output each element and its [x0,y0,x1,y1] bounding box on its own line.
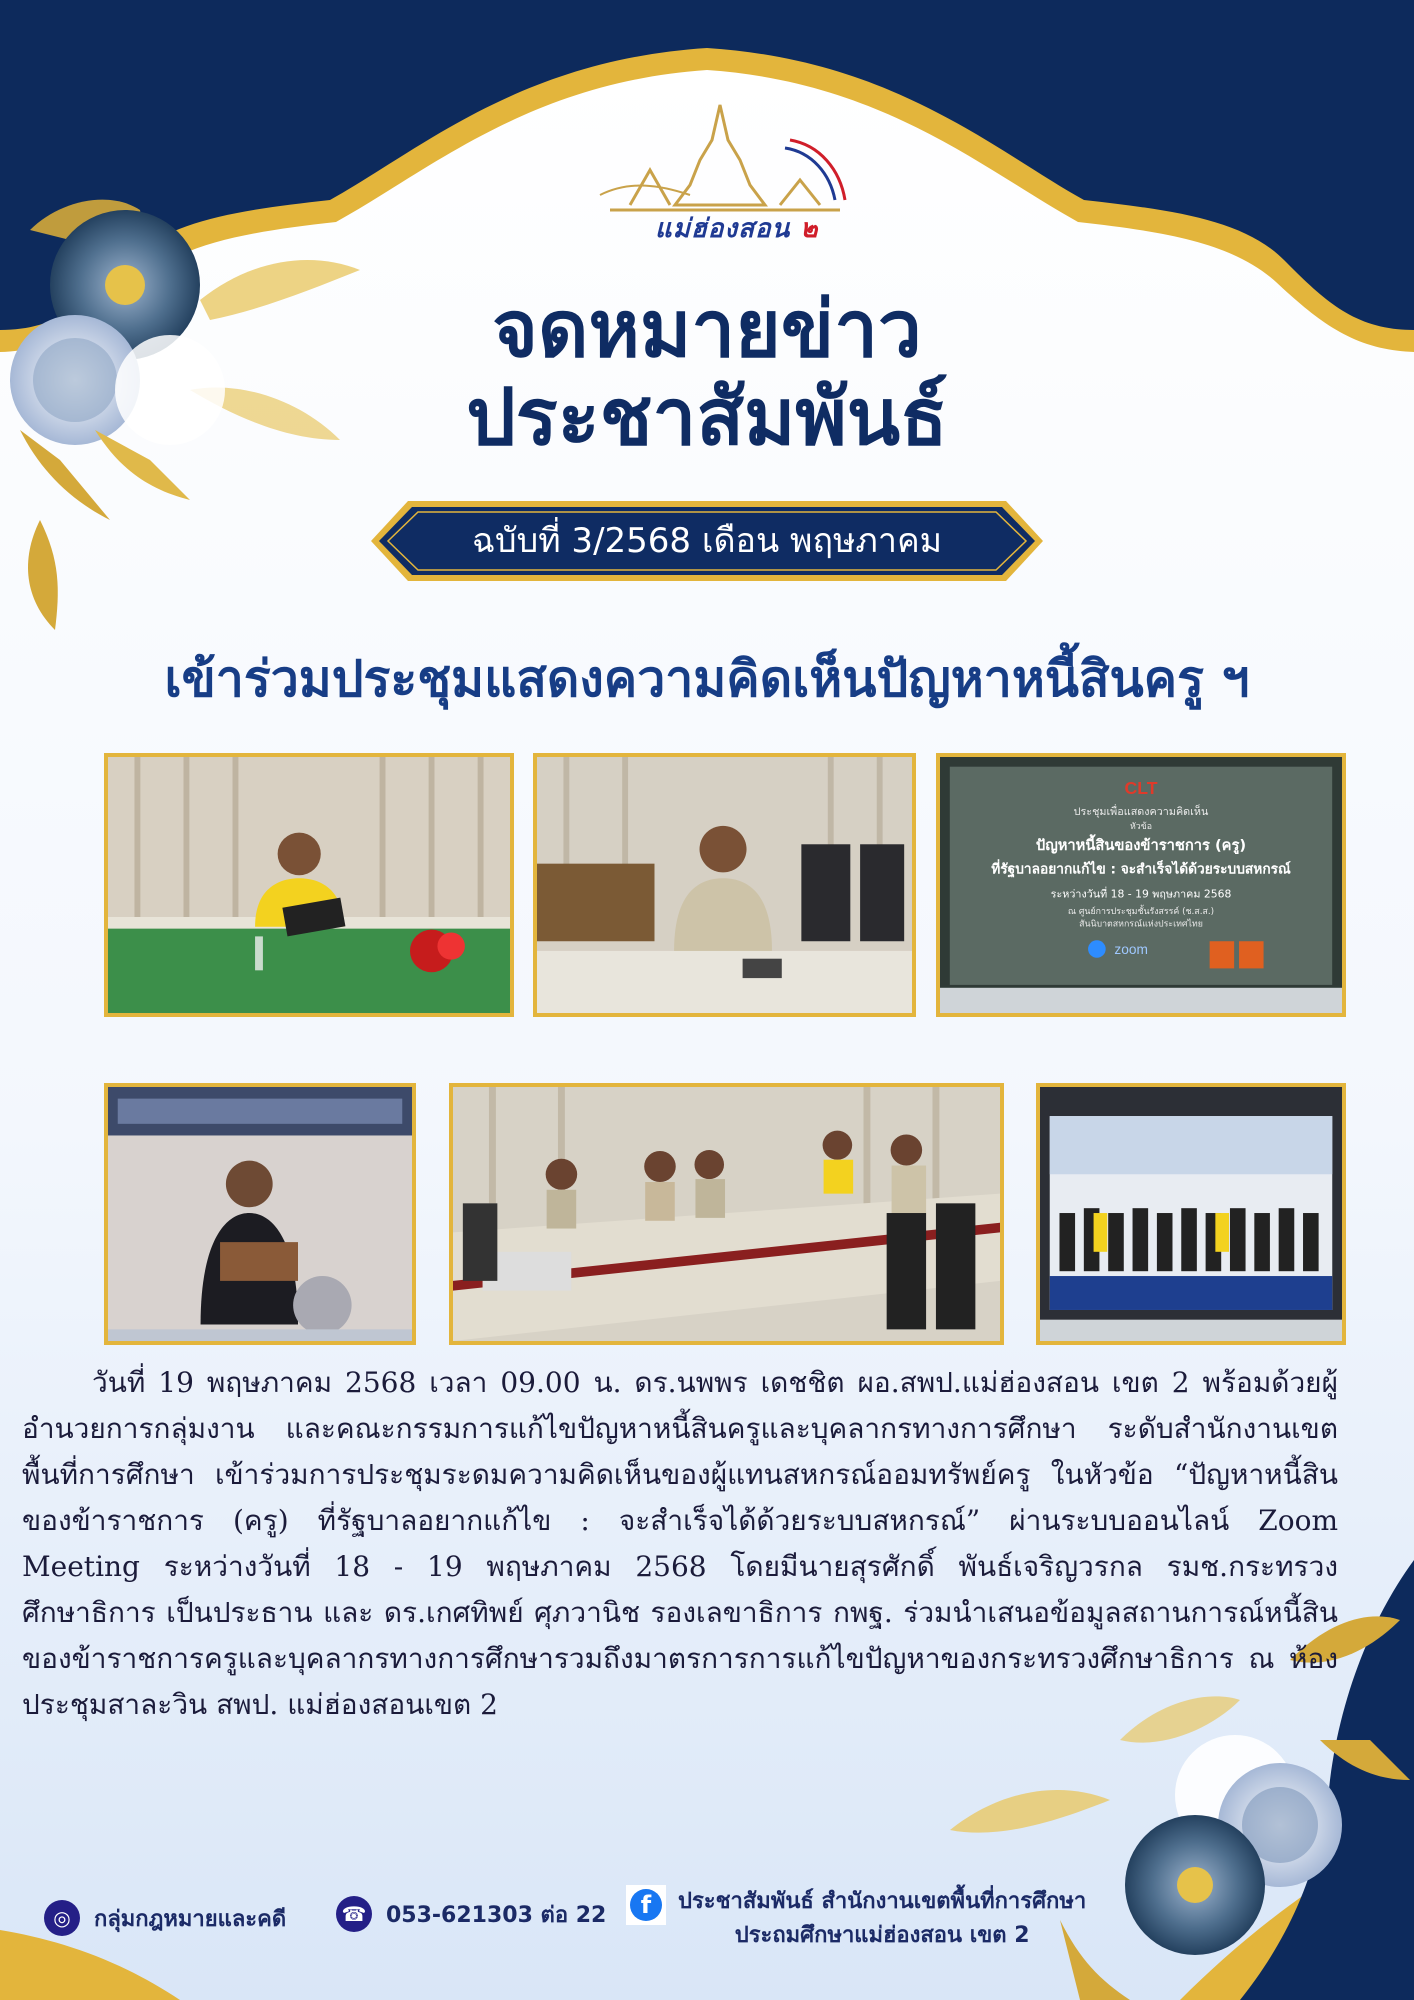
slide-line-3: ปัญหาหนี้สินของข้าราชการ (ครู) [1035,837,1247,855]
slide-line-2: หัวข้อ [1129,821,1153,832]
logo-text-number: ๒ [800,214,819,244]
footer-phone[interactable] [336,1896,606,1932]
footer-group-label: กลุ่มกฎหมายและคดี [94,1906,287,1932]
news-body [22,1360,1338,1728]
group-photo-screen [1036,1083,1346,1345]
facebook-icon: f [626,1885,666,1925]
slide-line-1: ประชุมเพื่อแสดงความคิดเห็น [1073,805,1209,819]
slide-line-5: ระหว่างวันที่ 18 - 19 พฤษภาคม 2568 [1050,887,1232,901]
slide-line-7: สันนิบาตสหกรณ์แห่งประเทศไทย [1079,919,1203,930]
footer-group [44,1900,286,1936]
slide-brand: CLT [1124,777,1158,798]
speaker-screen-photo [104,1083,416,1345]
meeting-slide-photo [936,753,1346,1017]
news-headline: เข้าร่วมประชุมแสดงความคิดเห็นปัญหาหนี้สินครู ฯ [164,650,1250,708]
footer-facebook-line2: ประถมศึกษาแม่ฮ่องสอน เขต 2 [734,1923,1030,1948]
conference-room-photo [449,1083,1004,1345]
news-body-text: วันที่ 19 พฤษภาคม 2568 เวลา 09.00 น. ดร.นพพร เดชชิต ผอ.สพป.แม่ฮ่องสอน เขต 2 พร้อมด้วยผู้อำนวยการกลุ่มงาน และคณะกรรมการแก้ไขปัญหาหนี้สินครูและบุคลากรทางการศึกษา ระดับสำนักงานเขตพื้นที่การศึกษา เข้าร่วมการประชุมระดมความคิดเห็นของผู้แทนสหกรณ์ออมทรัพย์ครู ในหัวข้อ “ปัญหาหนี้สินของข้าราชการ (ครู) ที่รัฐบาลอยากแก้ไข : จะสำเร็จได้ด้วยระบบสหกรณ์” ผ่านระบบออนไลน์ Zoom Meeting ระหว่างวันที่ 18 - 19 พฤษภาคม 2568 โดยมีนายสุรศักดิ์ พันธ์เจริญวรกล รมช.กระทรวงศึกษาธิการ เป็นประธาน และ ดร.เกศทิพย์ ศุภวานิช รองเลขาธิการ กพฐ. ร่วมนำเสนอข้อมูลสถานการณ์หนี้สินของข้าราชการครูและบุคลากรทางการศึกษารวมถึงมาตรการการแก้ไขปัญหาของกระทรวงศึกษาธิการ ณ ห้องประชุมสาละวิน สพป. แม่ฮ่องสอนเขต 2 [22,1366,1338,1721]
globe-icon: ◎ [44,1900,80,1936]
footer-phone-number: 053-621303 ต่อ 22 [386,1902,607,1928]
newsletter-subtitle: ประชาสัมพันธ์ [466,373,948,463]
slide-zoom: zoom [1114,941,1148,957]
director-at-desk-photo [104,753,514,1017]
slide-line-4: ที่รัฐบาลอยากแก้ไข : จะสำเร็จได้ด้วยระบบสหกรณ์ [991,861,1291,878]
logo-text [655,208,819,249]
zoom-icon [1088,940,1106,957]
issue-label: ฉบับที่ 3/2568 เดือน พฤษภาคม [471,521,943,561]
slide-line-6: ณ ศูนย์การประชุมชั้นรังสรรค์ (ช.ส.ส.) [1067,907,1215,918]
logo-text-main: แม่ฮ่องสอน [655,214,791,244]
footer-facebook[interactable] [626,1885,1086,1953]
phone-icon: ☎ [336,1896,372,1932]
footer-facebook-line1: ประชาสัมพันธ์ สำนักงานเขตพื้นที่การศึกษา [678,1889,1087,1914]
officer-at-table-photo [533,753,916,1017]
newsletter-title: จดหมายข่าว [492,285,922,375]
